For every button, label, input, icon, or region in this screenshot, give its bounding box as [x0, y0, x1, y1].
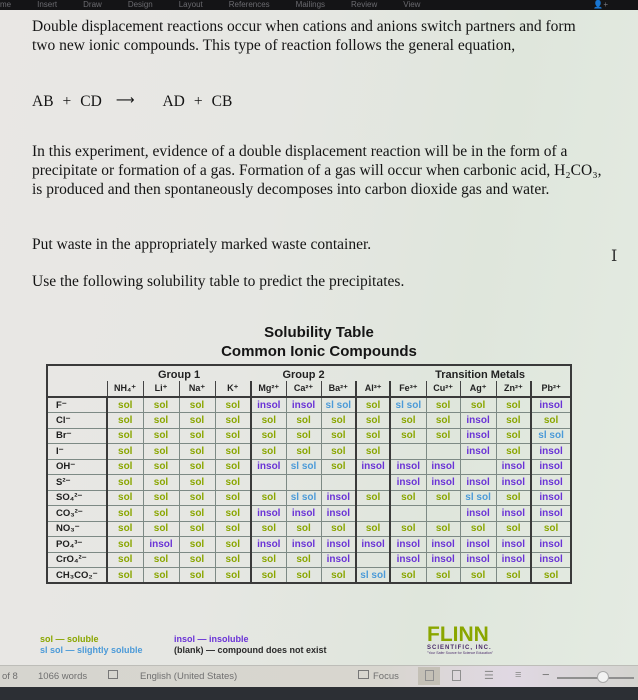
solubility-cell: sol	[460, 568, 496, 584]
solubility-cell: sol	[179, 506, 215, 522]
solubility-cell: sl sol	[286, 459, 321, 475]
group-2-header: Group 2	[282, 369, 325, 381]
legend-sol: sol — soluble	[40, 634, 99, 644]
solubility-cell: sol	[460, 397, 496, 413]
ribbon-tabs	[0, 0, 638, 10]
solubility-cell: sl sol	[286, 490, 321, 506]
solubility-cell: insol	[460, 506, 496, 522]
cation-header: Al³⁺	[356, 381, 390, 397]
solubility-cell: sol	[390, 413, 426, 429]
table-row	[47, 459, 571, 475]
paragraph-instructions: Use the following solubility table to predict the precipitates.	[32, 273, 405, 290]
solubility-cell: sol	[179, 490, 215, 506]
solubility-cell: sol	[179, 444, 215, 460]
solubility-cell	[286, 475, 321, 491]
tab-references[interactable]: References	[228, 0, 270, 9]
tab-view[interactable]: View	[403, 0, 421, 9]
solubility-cell: sol	[426, 428, 460, 444]
solubility-cell: sol	[179, 428, 215, 444]
general-equation	[32, 93, 232, 111]
cation-header: Na⁺	[179, 381, 215, 397]
solubility-cell: sol	[286, 552, 321, 568]
solubility-cell: sol	[107, 490, 143, 506]
solubility-cell: sol	[390, 490, 426, 506]
tab-review[interactable]: Review	[351, 0, 378, 9]
solubility-cell: sol	[321, 568, 356, 584]
solubility-cell: sol	[107, 568, 143, 584]
solubility-cell: insol	[426, 459, 460, 475]
table-row	[47, 444, 571, 460]
solubility-cell: insol	[460, 537, 496, 553]
solubility-cell: sol	[215, 459, 251, 475]
solubility-cell: sol	[107, 475, 143, 491]
table-row	[47, 506, 571, 522]
solubility-cell: sol	[286, 413, 321, 429]
flinn-logo: FLINN SCIENTIFIC, INC. "Your Safer Source for Science Education"	[427, 623, 493, 655]
table-row	[47, 552, 571, 568]
solubility-cell: sol	[107, 552, 143, 568]
solubility-cell: insol	[286, 397, 321, 413]
solubility-cell: insol	[531, 444, 571, 460]
solubility-cell	[321, 475, 356, 491]
eq-plus: +	[193, 93, 203, 110]
solubility-cell: sol	[390, 521, 426, 537]
solubility-cell: sl sol	[531, 428, 571, 444]
solubility-cell: sol	[496, 490, 531, 506]
solubility-cell: insol	[356, 459, 390, 475]
cation-header: K⁺	[215, 381, 251, 397]
solubility-cell: insol	[286, 537, 321, 553]
solubility-cell: insol	[321, 537, 356, 553]
focus-icon[interactable]	[358, 670, 369, 682]
solubility-cell: insol	[496, 475, 531, 491]
solubility-cell: sol	[496, 413, 531, 429]
language-status[interactable]: English (United States)	[140, 671, 238, 682]
solubility-cell	[356, 506, 390, 522]
solubility-cell: sol	[143, 552, 179, 568]
solubility-cell: sol	[179, 568, 215, 584]
zoom-slider-thumb[interactable]	[597, 671, 609, 683]
solubility-cell: insol	[390, 459, 426, 475]
solubility-cell	[356, 552, 390, 568]
eq-cb: CB	[211, 93, 233, 110]
solubility-cell: sol	[107, 506, 143, 522]
solubility-cell: sol	[251, 490, 286, 506]
solubility-cell: insol	[321, 506, 356, 522]
solubility-cell: insol	[531, 397, 571, 413]
solubility-cell: insol	[321, 552, 356, 568]
cation-header: Pb²⁺	[531, 381, 571, 397]
solubility-cell	[460, 459, 496, 475]
table-title: Solubility Table	[264, 324, 374, 341]
word-count[interactable]: 1066 words	[38, 671, 88, 682]
eq-arrow: ⟶	[115, 93, 135, 108]
legend-slsol: sl sol — slightly soluble	[40, 645, 143, 655]
solubility-cell: insol	[460, 413, 496, 429]
tab-mailings[interactable]: Mailings	[295, 0, 326, 9]
anion-label: S²⁻	[47, 475, 107, 491]
solubility-cell: sol	[496, 568, 531, 584]
solubility-cell: sol	[107, 459, 143, 475]
solubility-cell: sol	[426, 397, 460, 413]
solubility-cell: sol	[356, 397, 390, 413]
anion-label: PO₄³⁻	[47, 537, 107, 553]
table-row	[47, 475, 571, 491]
anion-label: OH⁻	[47, 459, 107, 475]
cation-header: Mg²⁺	[251, 381, 286, 397]
table-row	[47, 413, 571, 429]
solubility-cell: sol	[321, 413, 356, 429]
solubility-cell: sol	[531, 568, 571, 584]
solubility-cell	[426, 444, 460, 460]
anion-label: F⁻	[47, 397, 107, 413]
web-layout-view-icon[interactable]	[452, 670, 461, 681]
solubility-cell: sol	[356, 428, 390, 444]
solubility-cell: sol	[251, 568, 286, 584]
ibeam-cursor-icon: I	[611, 246, 618, 265]
solubility-cell: insol	[531, 537, 571, 553]
focus-button[interactable]: Focus	[373, 671, 399, 682]
solubility-cell	[390, 506, 426, 522]
solubility-cell: insol	[460, 428, 496, 444]
solubility-cell: sol	[143, 475, 179, 491]
solubility-cell: sol	[179, 552, 215, 568]
solubility-cell: sol	[107, 444, 143, 460]
cation-header: NH₄⁺	[107, 381, 143, 397]
transition-metals-header: Transition Metals	[435, 369, 525, 381]
tab-insert[interactable]: Insert	[37, 0, 58, 9]
solubility-cell: sol	[251, 444, 286, 460]
anion-label: I⁻	[47, 444, 107, 460]
solubility-cell: sol	[107, 397, 143, 413]
anion-label: CrO₄²⁻	[47, 552, 107, 568]
eq-ad: AD	[162, 93, 185, 110]
solubility-cell: sol	[215, 568, 251, 584]
solubility-cell: sl sol	[321, 397, 356, 413]
solubility-cell: sol	[356, 490, 390, 506]
paragraph-waste: Put waste in the appropriately marked waste container.	[32, 236, 372, 253]
solubility-cell: insol	[496, 537, 531, 553]
solubility-cell: insol	[426, 475, 460, 491]
solubility-cell: sol	[179, 459, 215, 475]
solubility-cell	[251, 475, 286, 491]
solubility-cell: insol	[356, 537, 390, 553]
cation-header: Cu²⁺	[426, 381, 460, 397]
solubility-cell: sol	[107, 413, 143, 429]
solubility-cell: sol	[215, 506, 251, 522]
solubility-cell: insol	[496, 506, 531, 522]
solubility-cell: sol	[143, 521, 179, 537]
solubility-cell: sl sol	[356, 568, 390, 584]
table-row	[47, 428, 571, 444]
zoom-slider-track[interactable]	[557, 677, 634, 679]
solubility-cell: insol	[286, 506, 321, 522]
solubility-cell: insol	[531, 490, 571, 506]
solubility-cell: sol	[286, 428, 321, 444]
solubility-cell: sol	[215, 490, 251, 506]
solubility-cell: sol	[215, 444, 251, 460]
solubility-cell: sol	[107, 521, 143, 537]
solubility-cell: insol	[251, 506, 286, 522]
solubility-cell	[356, 475, 390, 491]
solubility-cell: sol	[143, 459, 179, 475]
group-1-header: Group 1	[157, 369, 201, 381]
table-subtitle: Common Ionic Compounds	[221, 343, 417, 360]
paragraph-experiment: In this experiment, evidence of a double displacement reaction will be in the form of a precipitate or formation of a gas. Formation of a gas will occur when carbonic acid, H₂CO₃, is produced and then spontaneously decomposes into carbon dioxide gas and water.	[32, 143, 602, 198]
tab-layout[interactable]: Layout	[178, 0, 203, 9]
solubility-cell: sol	[356, 444, 390, 460]
solubility-cell: sol	[251, 428, 286, 444]
solubility-cell: insol	[531, 552, 571, 568]
cation-header: Fe³⁺	[390, 381, 426, 397]
solubility-cell: sol	[215, 413, 251, 429]
solubility-cell: sol	[251, 413, 286, 429]
eq-plus: +	[62, 93, 72, 110]
solubility-cell: insol	[321, 490, 356, 506]
solubility-cell: sol	[143, 428, 179, 444]
solubility-cell: sol	[321, 428, 356, 444]
solubility-cell: sol	[179, 397, 215, 413]
solubility-cell: sol	[496, 521, 531, 537]
solubility-cell: sol	[143, 490, 179, 506]
solubility-cell: sol	[496, 428, 531, 444]
solubility-cell: sol	[215, 475, 251, 491]
status-bar	[0, 665, 638, 687]
solubility-cell: sol	[143, 397, 179, 413]
solubility-cell: sol	[496, 444, 531, 460]
tab-home[interactable]: me	[0, 0, 12, 9]
solubility-table	[46, 364, 572, 584]
solubility-cell: sol	[496, 397, 531, 413]
anion-label: Cl⁻	[47, 413, 107, 429]
solubility-cell: insol	[496, 552, 531, 568]
anion-label: SO₄²⁻	[47, 490, 107, 506]
solubility-cell: sl sol	[460, 490, 496, 506]
page-count[interactable]: of 8	[2, 671, 18, 682]
anion-label: Br⁻	[47, 428, 107, 444]
table-row	[47, 490, 571, 506]
solubility-cell: insol	[531, 475, 571, 491]
eq-ab: AB	[32, 93, 54, 110]
solubility-cell: insol	[426, 537, 460, 553]
book-check-icon[interactable]	[108, 670, 118, 682]
solubility-cell: insol	[531, 506, 571, 522]
solubility-cell: sol	[215, 397, 251, 413]
zoom-out-button[interactable]: −	[542, 667, 550, 682]
anion-label: CO₃²⁻	[47, 506, 107, 522]
solubility-cell: sol	[251, 552, 286, 568]
solubility-cell: sol	[107, 428, 143, 444]
table-row	[47, 537, 571, 553]
table-row	[47, 568, 571, 584]
solubility-cell: insol	[251, 459, 286, 475]
cation-header: Zn²⁺	[496, 381, 531, 397]
solubility-cell: sol	[143, 413, 179, 429]
solubility-cell: sol	[215, 428, 251, 444]
solubility-cell: sol	[426, 413, 460, 429]
solubility-cell: sol	[215, 552, 251, 568]
tab-design[interactable]: Design	[127, 0, 153, 9]
solubility-cell: sol	[531, 521, 571, 537]
solubility-cell: sol	[107, 537, 143, 553]
cation-header: Ag⁺	[460, 381, 496, 397]
solubility-cell: sol	[179, 537, 215, 553]
solubility-cell: sol	[179, 475, 215, 491]
eq-cd: CD	[80, 93, 102, 110]
solubility-cell: sol	[251, 521, 286, 537]
solubility-cell: sol	[390, 428, 426, 444]
add-person-icon[interactable]: 👤+	[593, 0, 608, 9]
solubility-cell: sol	[531, 413, 571, 429]
solubility-cell: insol	[251, 397, 286, 413]
screen-bezel	[0, 687, 638, 700]
page-lines-icon	[425, 670, 434, 681]
table-row	[47, 397, 571, 413]
solubility-cell: sol	[286, 521, 321, 537]
solubility-cell: sol	[143, 506, 179, 522]
solubility-cell: sol	[426, 568, 460, 584]
solubility-cell: sol	[426, 521, 460, 537]
table-row	[47, 521, 571, 537]
anion-label: CH₃CO₂⁻	[47, 568, 107, 584]
solubility-cell: sol	[143, 568, 179, 584]
paragraph-intro: Double displacement reactions occur when cations and anions switch partners and form two new ionic compounds. This type of reaction follows the general equation,	[32, 18, 576, 54]
legend-blank: (blank) — compound does not exist	[174, 645, 327, 655]
solubility-cell: insol	[460, 444, 496, 460]
draft-view-icon[interactable]: ≡	[515, 669, 522, 681]
solubility-cell: insol	[143, 537, 179, 553]
anion-label: NO₃⁻	[47, 521, 107, 537]
solubility-cell: insol	[460, 475, 496, 491]
tab-draw[interactable]: Draw	[83, 0, 102, 9]
solubility-cell: sol	[356, 521, 390, 537]
solubility-cell: insol	[531, 459, 571, 475]
solubility-cell: sol	[390, 568, 426, 584]
cation-header: Ba²⁺	[321, 381, 356, 397]
solubility-cell: sl sol	[390, 397, 426, 413]
solubility-cell: insol	[390, 475, 426, 491]
solubility-cell: sol	[426, 490, 460, 506]
solubility-cell: sol	[460, 521, 496, 537]
cation-header: Ca²⁺	[286, 381, 321, 397]
solubility-cell: sol	[356, 413, 390, 429]
solubility-cell: sol	[321, 521, 356, 537]
solubility-cell: insol	[251, 537, 286, 553]
solubility-cell: sol	[179, 521, 215, 537]
solubility-cell	[390, 444, 426, 460]
cation-header: Li⁺	[143, 381, 179, 397]
solubility-cell: sol	[286, 568, 321, 584]
solubility-cell: insol	[426, 552, 460, 568]
solubility-cell: sol	[321, 459, 356, 475]
solubility-cell: insol	[460, 552, 496, 568]
solubility-cell: sol	[321, 444, 356, 460]
solubility-cell: insol	[496, 459, 531, 475]
solubility-cell: sol	[215, 521, 251, 537]
solubility-cell: sol	[215, 537, 251, 553]
solubility-cell	[426, 506, 460, 522]
outline-view-icon[interactable]: ☰	[484, 670, 494, 682]
legend-insol: insol — insoluble	[174, 634, 249, 644]
solubility-cell: insol	[390, 552, 426, 568]
solubility-cell: sol	[179, 413, 215, 429]
solubility-cell: sol	[143, 444, 179, 460]
solubility-cell: insol	[390, 537, 426, 553]
solubility-cell: sol	[286, 444, 321, 460]
